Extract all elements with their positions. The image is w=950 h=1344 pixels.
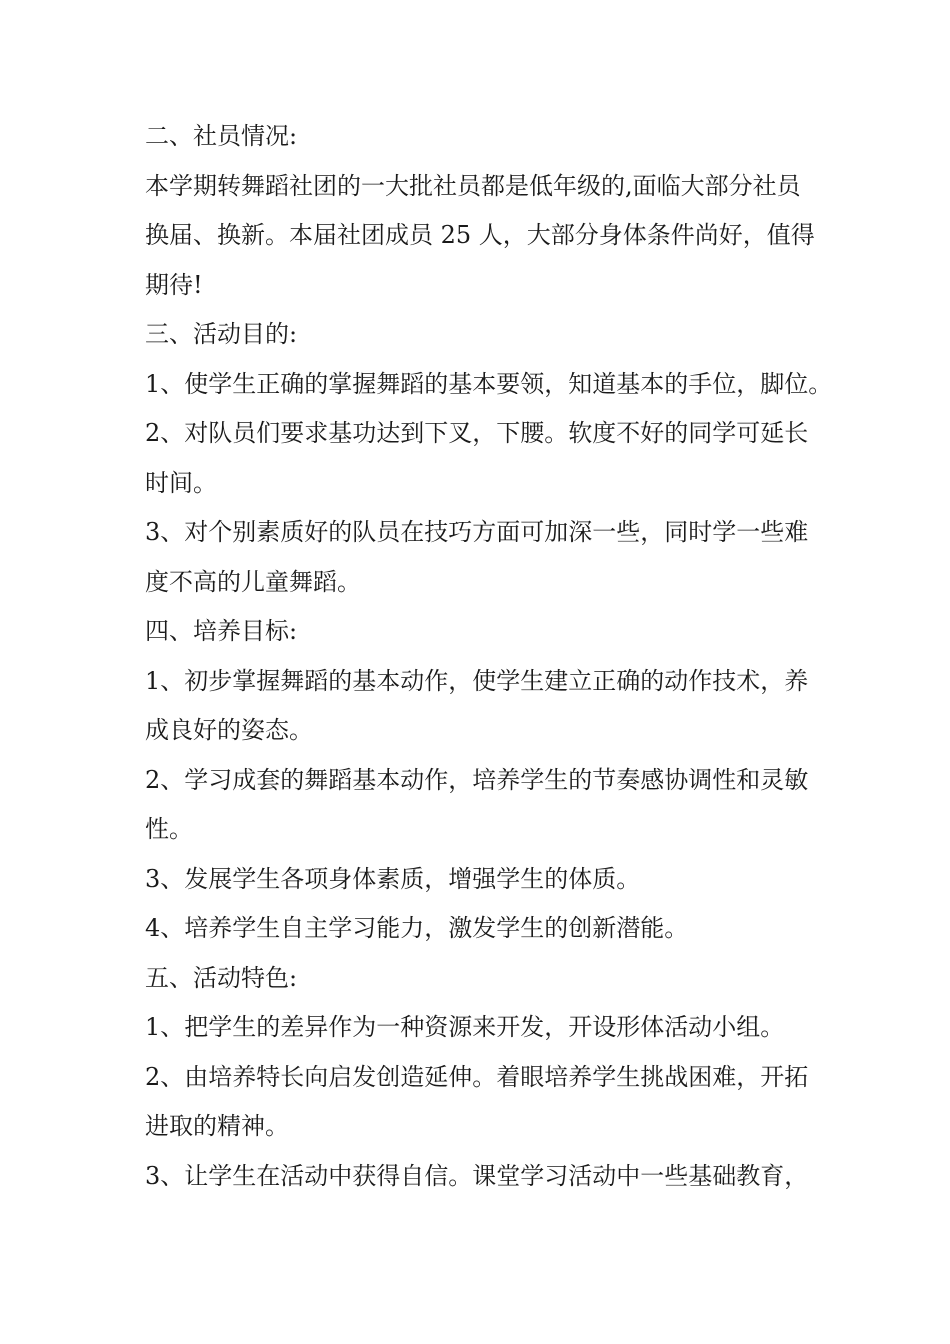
list-item-line: 2、对队员们要求基功达到下叉，下腰。软度不好的同学可延长 xyxy=(145,419,809,447)
paragraph-line: 期待! xyxy=(145,270,203,299)
section-heading-member-status: 二、社员情况: xyxy=(145,122,298,150)
list-item-line: 进取的精神。 xyxy=(145,1112,289,1140)
section-heading-training-goals: 四、培养目标: xyxy=(145,617,298,645)
list-item-line: 3、对个别素质好的队员在技巧方面可加深一些，同时学一些难 xyxy=(145,518,809,546)
paragraph-line: 换届、换新。本届社团成员 25 人，大部分身体条件尚好，值得 xyxy=(145,221,815,249)
document-body xyxy=(145,112,833,1201)
paragraph-line: 本学期转舞蹈社团的一大批社员都是低年级的,面临大部分社员 xyxy=(145,171,801,200)
list-item-line: 4、培养学生自主学习能力，激发学生的创新潜能。 xyxy=(145,914,689,942)
list-item-line: 度不高的儿童舞蹈。 xyxy=(145,567,361,596)
list-item-line: 2、由培养特长向启发创造延伸。着眼培养学生挑战困难，开拓 xyxy=(145,1062,809,1091)
list-item-line: 3、发展学生各项身体素质，增强学生的体质。 xyxy=(145,864,641,893)
list-item-line: 2、学习成套的舞蹈基本动作，培养学生的节奏感协调性和灵敏 xyxy=(145,765,809,794)
list-item-line: 时间。 xyxy=(145,468,217,497)
list-item-line: 3、让学生在活动中获得自信。课堂学习活动中一些基础教育， xyxy=(145,1161,809,1190)
list-item-line: 性。 xyxy=(145,815,193,843)
section-heading-activity-features: 五、活动特色: xyxy=(145,963,298,992)
list-item-line: 1、使学生正确的掌握舞蹈的基本要领，知道基本的手位，脚位。 xyxy=(145,369,833,398)
list-item-line: 成良好的姿态。 xyxy=(145,716,313,744)
list-item-line: 1、把学生的差异作为一种资源来开发，开设形体活动小组。 xyxy=(145,1013,785,1041)
list-item-line: 1、初步掌握舞蹈的基本动作，使学生建立正确的动作技术，养 xyxy=(145,666,809,695)
section-heading-activity-purpose: 三、活动目的: xyxy=(145,320,298,348)
